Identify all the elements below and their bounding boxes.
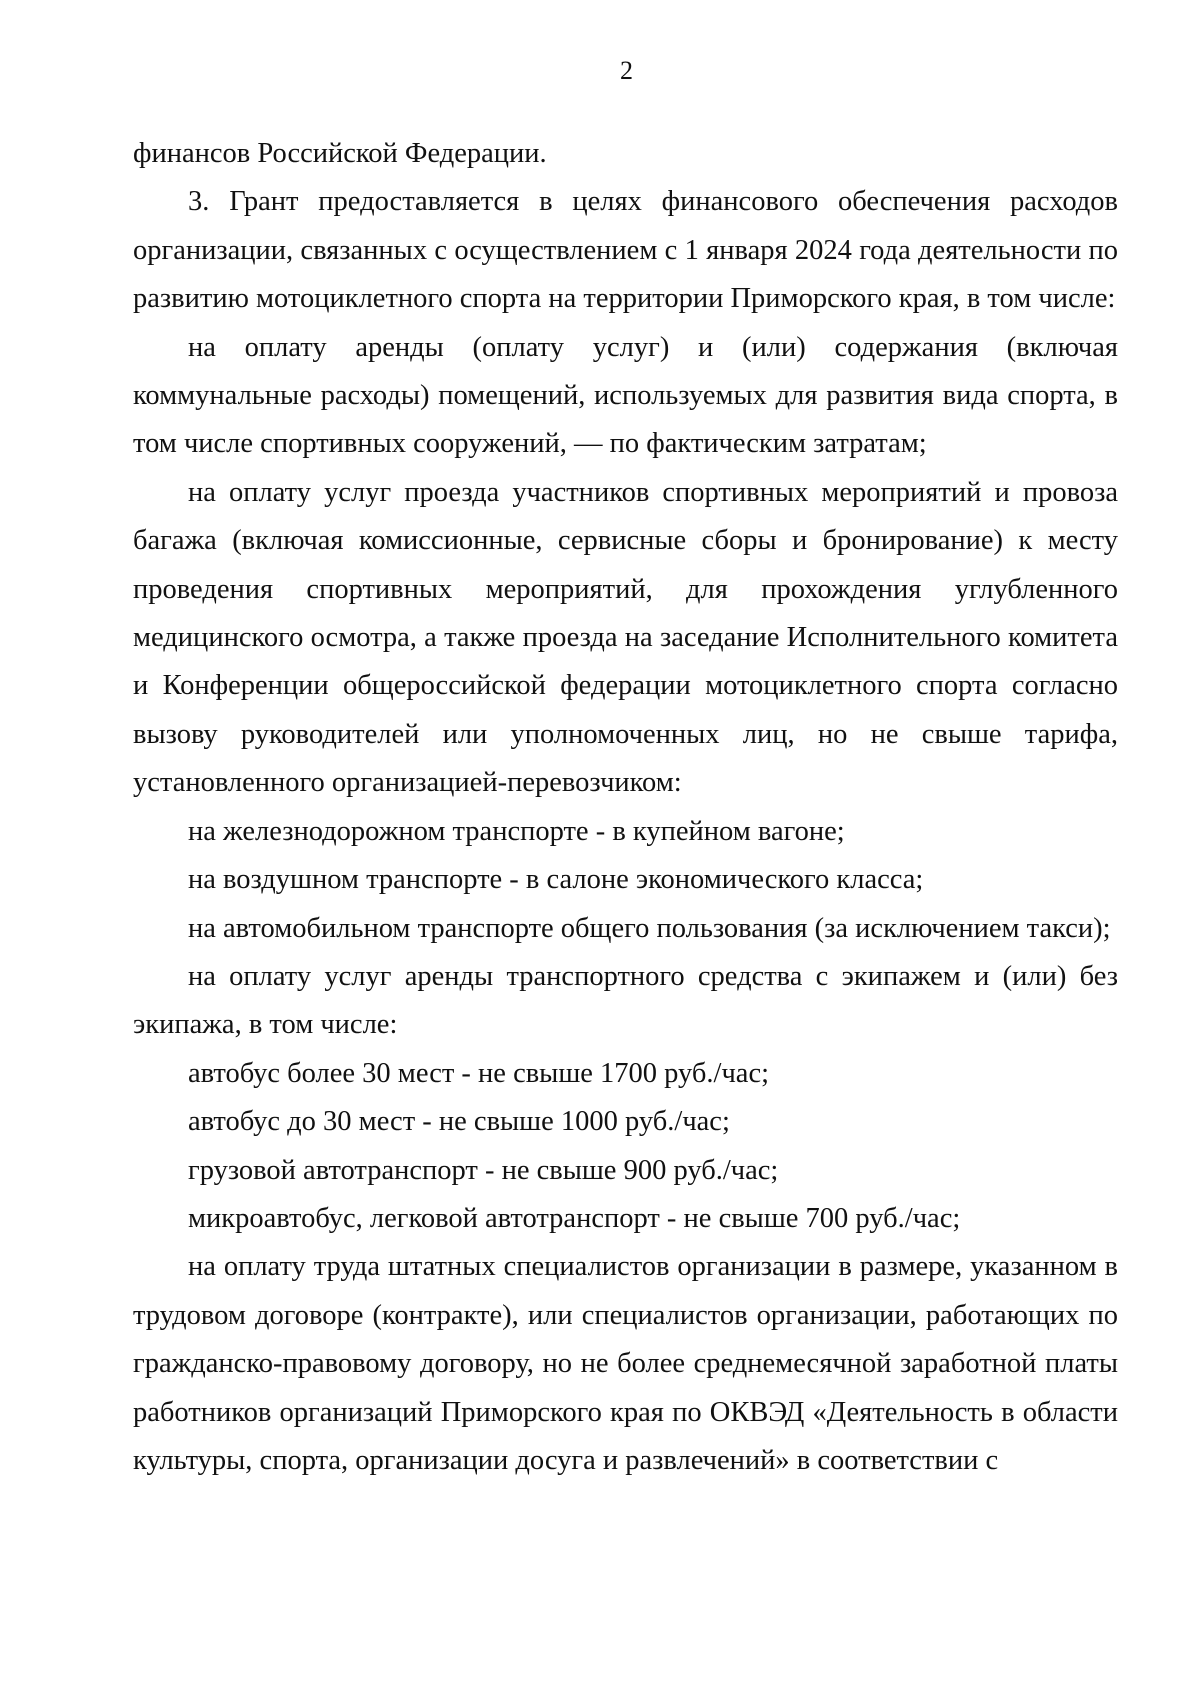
paragraph-air: на воздушном транспорте - в салоне экономического класса; bbox=[188, 864, 924, 896]
paragraph-grant-purpose: 3. Грант предоставляется в целях финансового обеспечения расходов организации, связанных с осуществлением с 1 января 2024 года деятельности по развитию мотоциклетного спорта на территории Приморского края, в том числе: bbox=[133, 186, 1118, 315]
paragraph-minibus: микроавтобус, легковой автотранспорт - не свыше 700 руб./час; bbox=[188, 1202, 961, 1234]
paragraph-rail: на железнодорожном транспорте - в купейном вагоне; bbox=[188, 815, 845, 847]
paragraph-bus-large: автобус более 30 мест - не свыше 1700 руб./час; bbox=[188, 1057, 770, 1089]
paragraph-truck: грузовой автотранспорт - не свыше 900 руб./час; bbox=[188, 1154, 779, 1186]
page-number: 2 bbox=[620, 56, 633, 85]
paragraph-continuation: финансов Российской Федерации. bbox=[133, 138, 547, 169]
paragraph-bus-small: автобус до 30 мест - не свыше 1000 руб./час; bbox=[188, 1106, 730, 1138]
paragraph-vehicle-rent: на оплату услуг аренды транспортного средства с экипажем и (или) без экипажа, в том числе: bbox=[133, 960, 1118, 1041]
document-body bbox=[133, 130, 1118, 1485]
paragraph-salary: на оплату труда штатных специалистов организации в размере, указанном в трудовом договоре (контракте), или специалистов организации, работающих по гражданско-правовому договору, но не более среднемесячной заработной платы работников организаций Приморского края по ОКВЭД «Деятельность в области культуры, спорта, организации досуга и развлечений» в соответствии с bbox=[133, 1251, 1118, 1476]
paragraph-travel: на оплату услуг проезда участников спортивных мероприятий и провоза багажа (включая комиссионные, сервисные сборы и бронирование) к месту проведения спортивных мероприятий, для прохождения углубленного медицинского осмотра, а также проезда на заседание Исполнительного комитета и Конференции общероссийской федерации мотоциклетного спорта согласно вызову руководителей или уполномоченных лиц, но не свыше тарифа, установленного организацией-перевозчиком: bbox=[133, 476, 1118, 799]
paragraph-rent: на оплату аренды (оплату услуг) и (или) содержания (включая коммунальные расходы) помещений, используемых для развития вида спорта, в том числе спортивных сооружений, — по фактическим затратам; bbox=[133, 331, 1118, 460]
paragraph-road: на автомобильном транспорте общего пользования (за исключением такси); bbox=[188, 912, 1111, 944]
